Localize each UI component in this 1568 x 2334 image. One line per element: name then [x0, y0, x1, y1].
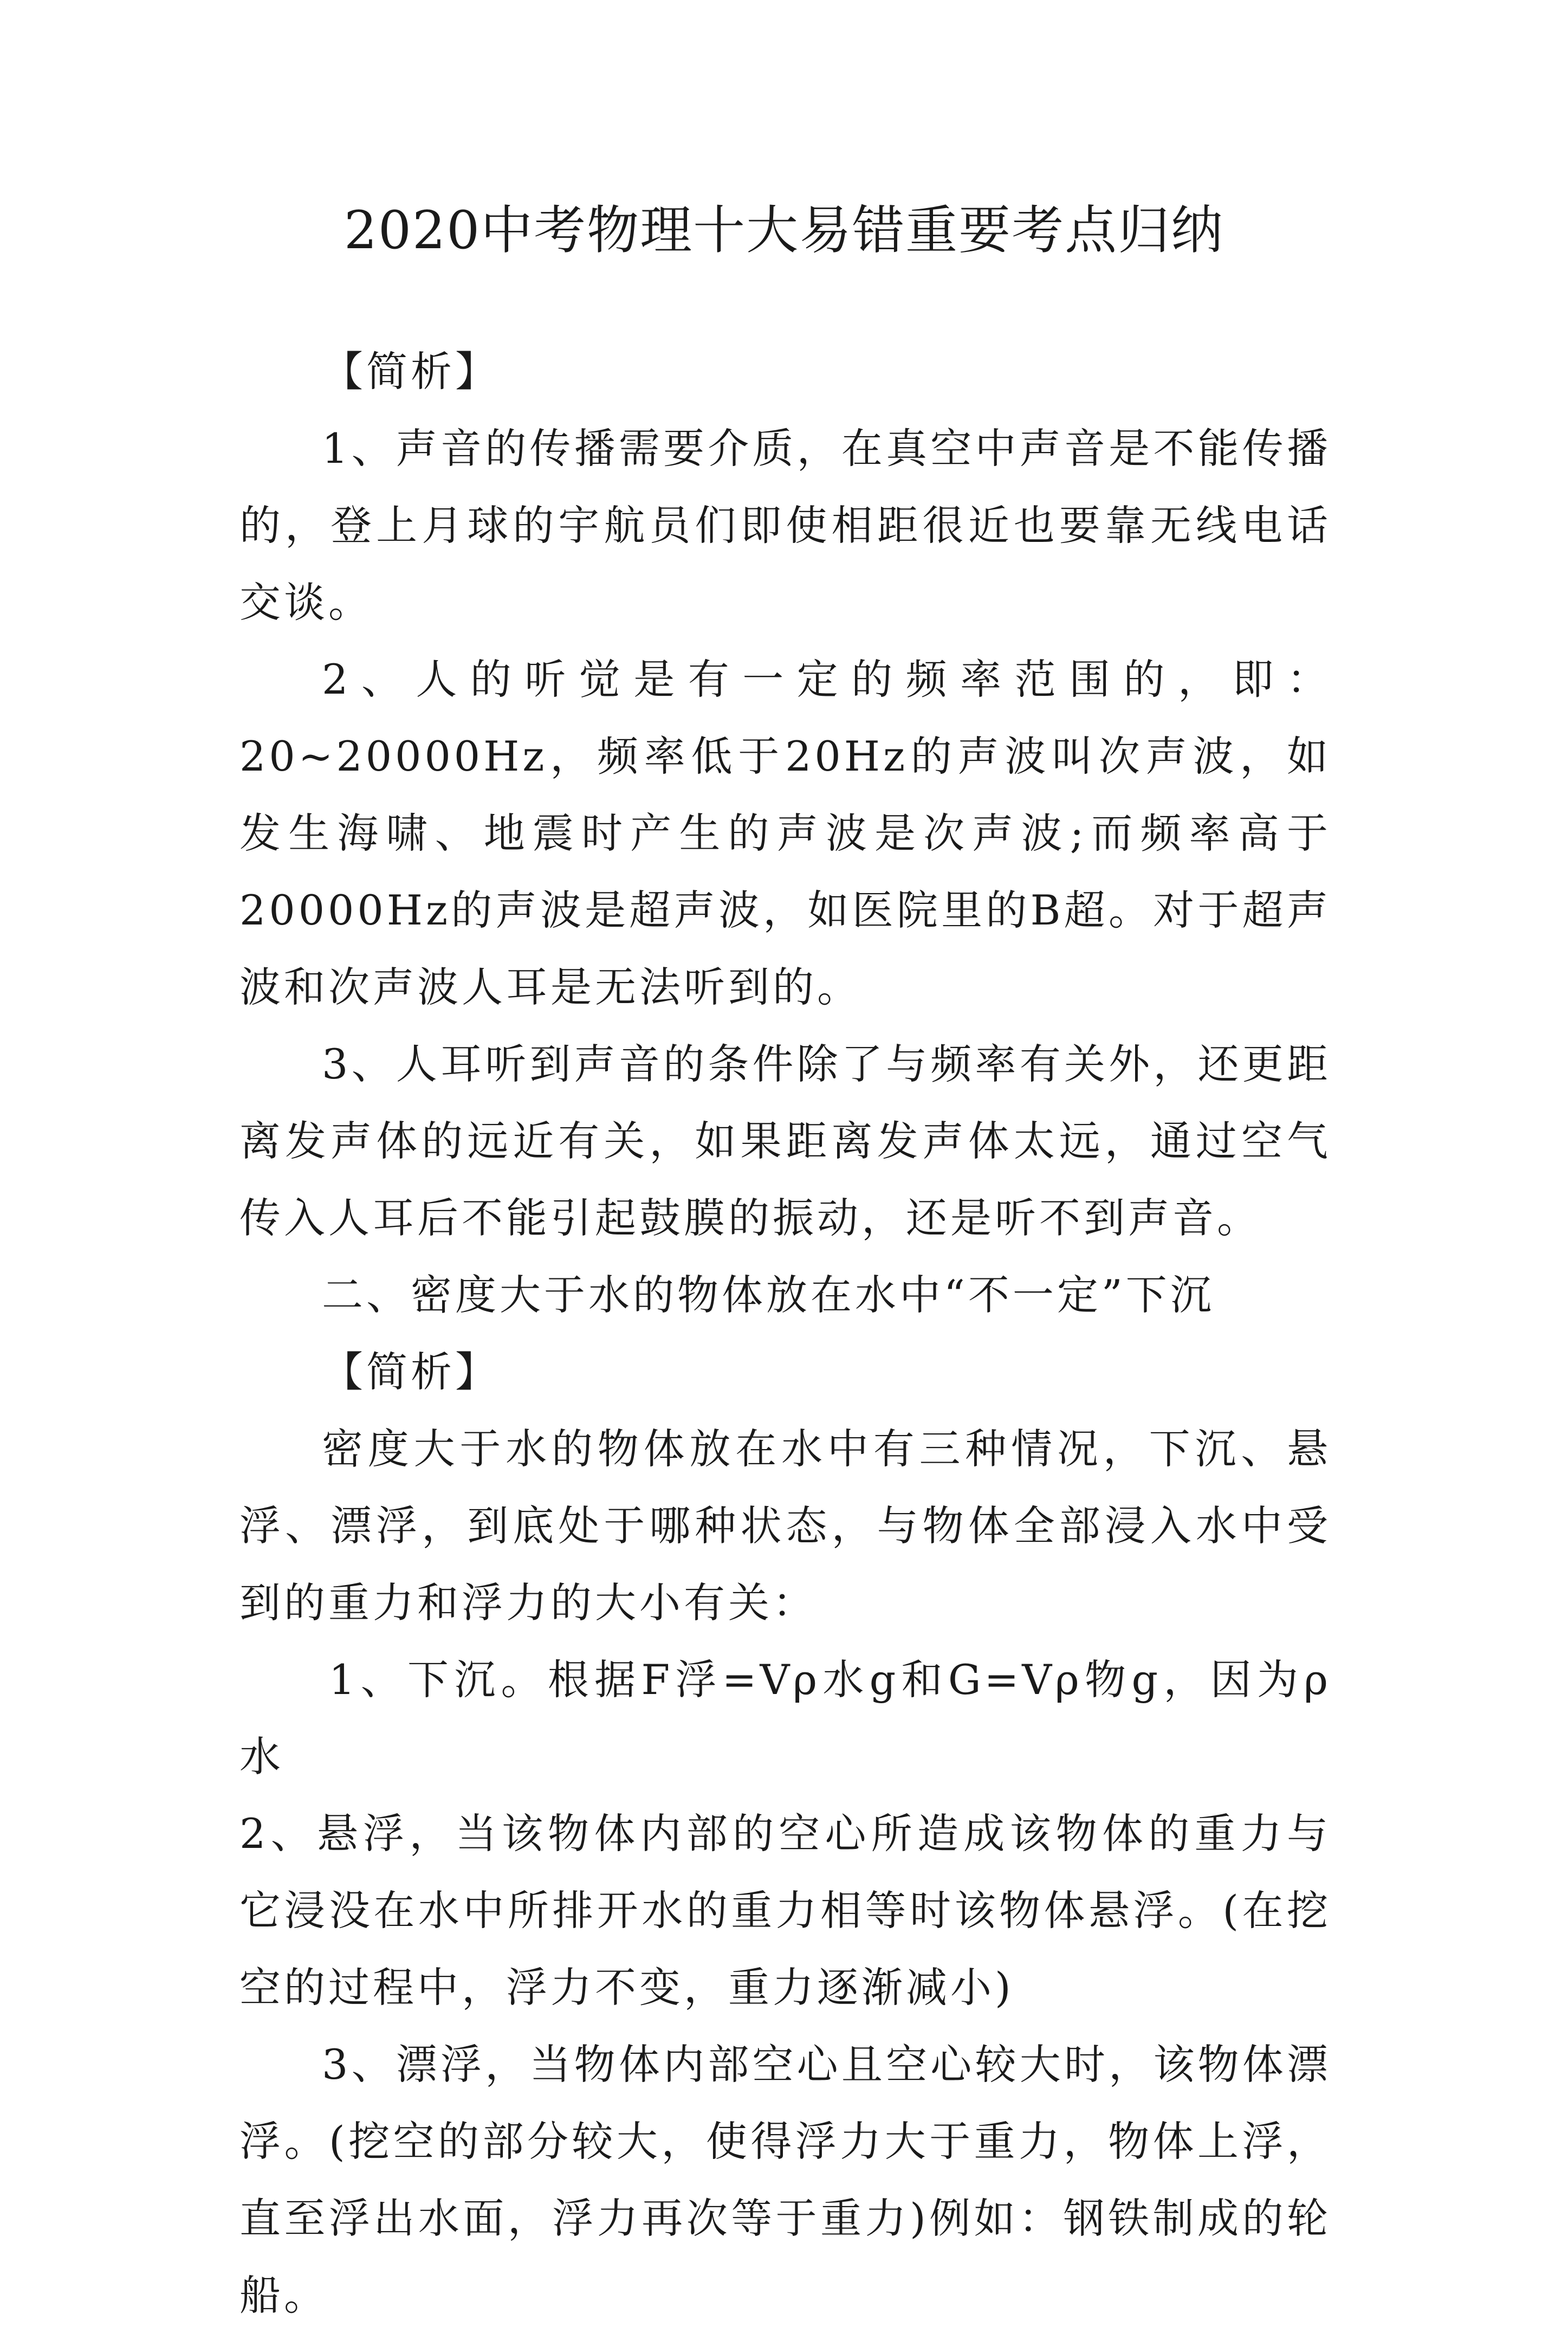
document-title: 2020中考物理十大易错重要考点归纳: [344, 200, 1224, 261]
paragraph-density-intro: 密度大于水的物体放在水中有三种情况，下沉、悬浮、漂浮，到底处于哪种状态，与物体全部浸入水中受到的重力和浮力的大小有关：: [239, 1425, 1331, 1627]
paragraph-section-two-heading: 二、密度大于水的物体放在水中“不一定”下沉: [322, 1271, 1215, 1319]
paragraph-analysis-heading-2: 【简析】: [322, 1348, 500, 1396]
paragraph-sound-medium: 1、声音的传播需要介质，在真空中声音是不能传播的，登上月球的宇航员们即使相距很近也要靠无线电话交谈。: [239, 424, 1331, 626]
document-body: [239, 333, 1331, 2334]
paragraph-suspension: 2、悬浮，当该物体内部的空心所造成该物体的重力与它浸没在水中所排开水的重力相等时该物体悬浮。(在挖空的过程中，浮力不变，重力逐渐减小): [239, 1809, 1331, 2012]
paragraph-sinking: 1、下沉。根据F浮=Vρ水g和G=Vρ物g，因为ρ水: [239, 1656, 1331, 1781]
paragraph-hearing-range: 2、人的听觉是有一定的频率范围的，即：20~20000Hz，频率低于20Hz的声波叫次声波，如发生海啸、地震时产生的声波是次声波;而频率高于20000Hz的声波是超声波，如医院里的B超。对于超声波和次声波人耳是无法听到的。: [239, 655, 1331, 1011]
paragraph-hearing-distance: 3、人耳听到声音的条件除了与频率有关外，还更距离发声体的远近有关，如果距离发声体太远，通过空气传入人耳后不能引起鼓膜的振动，还是听不到声音。: [239, 1040, 1331, 1242]
paragraph-analysis-heading: 【简析】: [322, 347, 500, 396]
paragraph-floating: 3、漂浮，当物体内部空心且空心较大时，该物体漂浮。(挖空的部分较大，使得浮力大于重力，物体上浮，直至浮出水面，浮力再次等于重力)例如：钢铁制成的轮船。: [239, 2040, 1331, 2319]
